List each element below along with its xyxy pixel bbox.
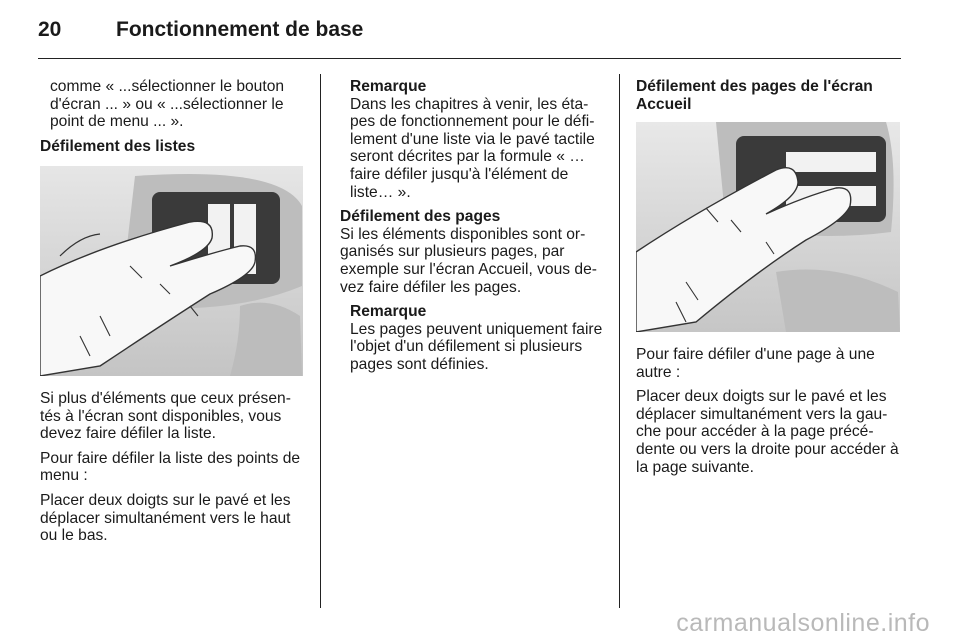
- note-2: [340, 303, 606, 373]
- lists-paragraph-3: Placer deux doigts sur le pavé et les déplacer simultanément vers le haut ou le bas.: [40, 491, 291, 545]
- home-pages-paragraph-1: Pour faire défiler d'une page à une autre :: [636, 346, 875, 381]
- column-divider-1: [320, 74, 321, 608]
- pages-paragraph-1: Si les éléments disponibles sont or-ganisés sur plusieurs pages, par exemple sur l'écran Accueil, vous de-vez faire défiler les pages.: [340, 225, 597, 296]
- intro-text: comme « ...sélectionner le bouton d'écran ... » ou « ...sélectionner le point de menu ... ».: [50, 78, 285, 131]
- column-1-lower: [40, 390, 308, 552]
- lists-paragraph-2: Pour faire défiler la liste des points de menu :: [40, 449, 301, 485]
- figure-page-scroll: [636, 122, 900, 332]
- header-rule: [38, 58, 901, 59]
- column-divider-2: [619, 74, 620, 608]
- column-3: [636, 78, 900, 120]
- column-3-lower: [636, 346, 900, 483]
- section-heading-lists: Défilement des listes: [40, 137, 196, 155]
- watermark: carmanualsonline.info: [676, 609, 930, 637]
- touchpad-vertical-scroll-illustration: [40, 166, 303, 376]
- note-2-text: Les pages peuvent uniquement faire l'objet d'un défilement si plusieurs pages sont définies.: [350, 320, 603, 373]
- page-number: 20: [38, 18, 62, 41]
- section-heading-pages: Défilement des pages: [340, 208, 501, 226]
- note-1: [340, 78, 606, 201]
- note-1-text: Dans les chapitres à venir, les éta-pes de fonctionnement pour le défi-lement d'une liste via le pavé tactile seront décrites par la formule « … faire défiler jusqu'à l'élément de liste… ».: [350, 95, 595, 201]
- figure-list-scroll: [40, 166, 303, 376]
- touchpad-horizontal-scroll-illustration: [636, 122, 900, 332]
- section-heading-home-pages: Défilement des pages de l'écran Accueil: [636, 78, 873, 113]
- chapter-title: Fonctionnement de base: [116, 18, 364, 41]
- column-2: [340, 78, 606, 374]
- home-pages-paragraph-2: Placer deux doigts sur le pavé et les déplacer simultanément vers la gau-che pour accéder à la page précé-dente ou vers la droite pour accéder à la page suivante.: [636, 388, 899, 476]
- note-2-label: Remarque: [350, 303, 427, 321]
- column-1: [40, 78, 308, 162]
- lists-paragraph-1: Si plus d'éléments que ceux présen-tés à l'écran sont disponibles, vous devez faire défiler la liste.: [40, 390, 291, 443]
- note-1-label: Remarque: [350, 78, 427, 95]
